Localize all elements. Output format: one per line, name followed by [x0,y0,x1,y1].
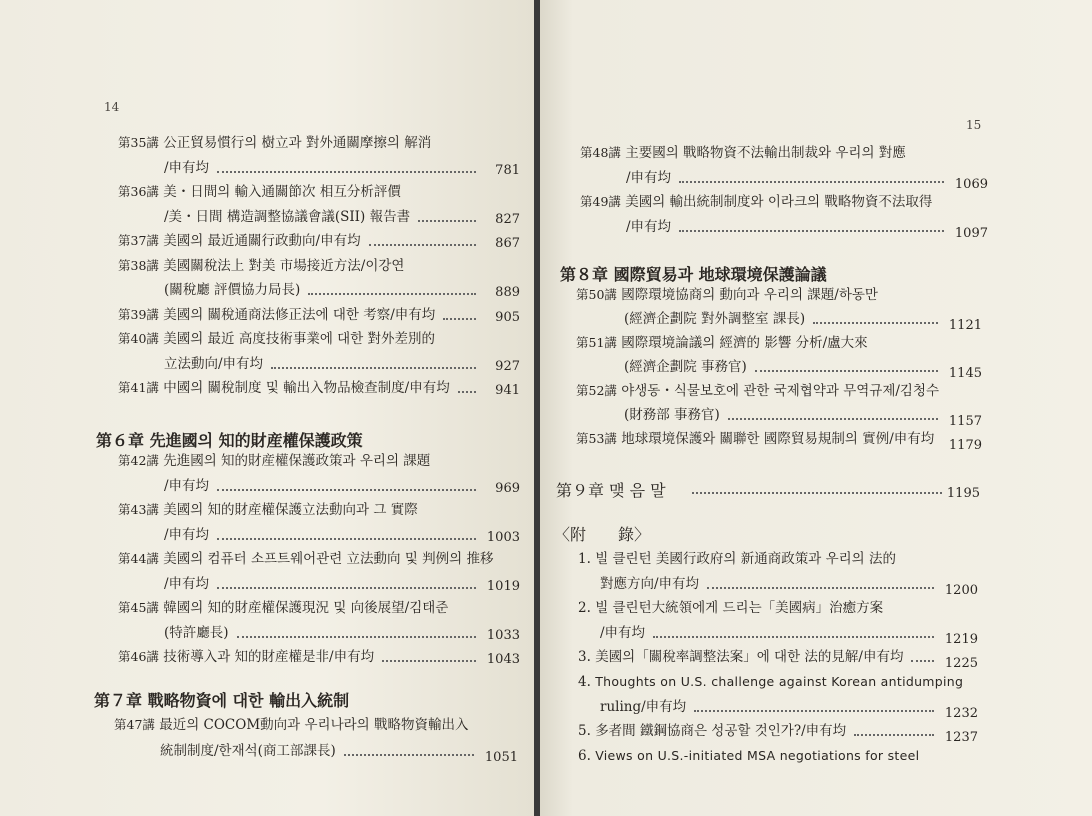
toc-entry [118,550,493,568]
toc-entry-continuation [626,218,671,236]
dot-leader [911,660,934,662]
toc-entry [118,452,430,470]
dot-leader [854,734,934,736]
entry-title: 先進國의 知的財産權保護政策과 우리의 課題 [163,453,431,469]
toc-entry-continuation [624,406,720,424]
entry-title: 主要國의 戰略物資不法輸出制裁와 우리의 對應 [625,145,906,161]
toc-entry-continuation [164,208,410,226]
entry-title: 美國의 關稅通商法修正法에 대한 考察/申有均 [163,306,436,323]
entry-title: 美國의「關稅率調整法案」에 대한 法的見解/申有均 [595,649,904,666]
entry-title: /申有均 [164,526,210,543]
entry-title: /申有均 [626,218,672,235]
dot-leader [692,492,942,494]
entry-title: 美・日間의 輸入通關節次 相互分析評價 [163,184,401,200]
toc-entry [118,183,401,201]
item-number: 6. [578,747,591,764]
entry-title: 技術導入과 知的財産權是非/申有均 [163,649,375,665]
dot-leader [418,220,476,222]
toc-entry-continuation [164,526,209,544]
toc-entry-continuation [624,358,747,376]
lecture-number: 第45講 [118,600,159,615]
page-ref: 1219 [944,631,978,647]
entry-title: 多者間 鐵鋼協商은 성공할 것인가?/申有均 [595,723,847,740]
toc-entry [576,382,939,400]
dot-leader [653,636,934,638]
lecture-number: 第50講 [576,287,617,302]
right-page [540,0,1092,816]
entry-title: 中國의 關稅制度 및 輸出入物品檢查制度/申有均 [163,380,450,396]
page-ref: 827 [495,211,520,227]
toc-entry-continuation [624,310,805,328]
toc-entry-continuation [164,575,209,593]
toc-entry [118,648,374,666]
dot-leader [679,181,944,183]
entry-title: 公正貿易慣行의 樹立과 對外通關摩擦의 解消 [163,135,432,151]
appendix-entry [578,599,883,617]
toc-entry-continuation [626,169,671,187]
entry-title: (經濟企劃院 事務官) [624,359,747,375]
entry-title: 美國의 컴퓨터 소프트웨어관련 立法動向 및 判例의 推移 [163,551,494,567]
toc-entry-continuation [600,575,699,593]
toc-entry [118,501,418,519]
entry-title: 美國의 最近通關行政動向/申有均 [163,233,361,249]
item-number: 1. [578,551,591,567]
entry-title: (特許廳長) [164,624,229,641]
dot-leader [679,230,944,232]
entry-title: 對應方向/申有均 [600,575,700,592]
toc-entry-continuation [164,477,209,495]
page-ref: 1195 [946,486,980,501]
entry-title: /申有均 [164,575,210,592]
page-ref: 1232 [944,705,978,721]
appendix-entry [578,673,963,691]
page-ref: 1225 [944,656,978,672]
page-ref: 1019 [486,578,520,594]
toc-entry [118,306,435,324]
lecture-number: 第40講 [118,331,159,346]
entry-title: /申有均 [164,159,210,176]
dot-leader [813,322,938,324]
lecture-number: 第48講 [580,145,621,160]
entry-title: (經濟企劃院 對外調整室 課長) [624,311,806,327]
entry-title: Thoughts on U.S. challenge against Korean antidumping [595,674,964,689]
page-ref: 1157 [948,414,982,429]
page-ref: 927 [495,358,520,374]
chapter-heading: 第６章 先進國의 知的財産權保護政策 [96,431,363,450]
lecture-number: 第43講 [118,502,159,517]
toc-entry [580,144,906,162]
lecture-number: 第37講 [118,233,159,248]
entry-title: 빌 클린턴大統領에게 드리는「美國病」治癒方案 [595,600,884,617]
lecture-number: 第39講 [118,306,159,322]
entry-title: /申有均 [626,169,672,186]
toc-entry-continuation [600,698,686,716]
dot-leader [728,418,938,420]
entry-title: 國際環境協商의 動向과 우리의 課題/하동만 [621,287,878,303]
item-number: 4. [578,674,591,690]
toc-entry-continuation [160,742,336,760]
toc-entry [118,257,404,275]
entry-title: 國際環境論議의 經濟的 影響 分析/盧大來 [621,335,868,351]
entry-title: 最近의 COCOM動向과 우리나라의 戰略物資輸出入 [159,717,469,733]
dot-leader [271,367,476,369]
lecture-number: 第49講 [580,194,621,209]
entry-title: 韓國의 知的財産權保護現況 및 向後展望/김태준 [163,600,449,616]
dot-leader [344,754,474,756]
entry-title: 統制制度/한재석(商工部課長) [160,743,336,759]
page-ref: 1237 [944,730,978,746]
dot-leader [237,636,476,638]
page-ref: 905 [495,309,520,325]
lecture-number: 第41講 [118,380,159,395]
page-ref: 1200 [944,582,978,598]
page-number: 14 [104,100,120,114]
entry-title: (關稅廳 評價協力局長) [164,282,301,298]
appendix-entry [578,648,903,666]
page-ref: 1003 [486,529,520,545]
toc-entry-continuation [600,624,645,642]
page-ref: 941 [495,383,520,398]
page-ref: 1097 [954,225,988,241]
toc-entry [118,134,431,152]
dot-leader [382,660,476,662]
lecture-number: 第36講 [118,184,159,199]
chapter-heading: 第９章 맺 음 말 [556,481,666,500]
entry-title: 地球環境保護와 關聯한 國際貿易規制의 實例/申有均 [621,431,935,447]
page-ref: 867 [495,236,520,251]
chapter-heading: 第８章 國際貿易과 地球環境保護論議 [560,265,827,284]
toc-entry [114,716,468,734]
toc-entry [580,193,932,211]
entry-title: Views on U.S.-initiated MSA negotiations for steel [595,747,920,763]
page-ref: 969 [495,480,520,496]
appendix-entry [578,722,846,740]
lecture-number: 第35講 [118,135,159,150]
entry-title: /申有均 [164,477,210,494]
toc-entry-continuation [164,159,209,177]
dot-leader [217,489,476,491]
page-ref: 1179 [948,438,982,453]
toc-entry [118,232,361,250]
page-ref: 1069 [954,176,988,192]
toc-entry-continuation [164,281,300,299]
entry-title: ruling/申有均 [600,698,687,715]
page-ref: 1033 [486,627,520,643]
entry-title: 빌 클린턴 美國行政府의 新通商政策과 우리의 法的 [595,551,897,567]
entry-title: 立法動向/申有均 [164,355,264,372]
dot-leader [755,370,938,372]
lecture-number: 第51講 [576,335,617,350]
appendix-heading: 〈附 錄〉 [554,525,651,544]
entry-title: 美國의 知的財産權保護立法動向과 그 實際 [163,502,418,518]
page-ref: 781 [495,162,520,178]
dot-leader [707,587,934,589]
entry-title: /美・日間 構造調整協議會議(SII) 報告書 [164,208,411,225]
toc-entry [576,286,878,304]
entry-title: (財務部 事務官) [624,407,720,423]
appendix-entry [578,747,919,765]
lecture-number: 第47講 [114,717,155,732]
page-number: 15 [966,118,982,132]
item-number: 2. [578,600,591,617]
lecture-number: 第46講 [118,649,159,664]
dot-leader [217,538,476,540]
left-page [0,0,536,816]
dot-leader [694,710,934,712]
item-number: 5. [578,723,591,740]
entry-title: 美國의 最近 高度技術事業에 대한 對外差別的 [163,331,436,347]
appendix-entry [578,550,896,568]
lecture-number: 第38講 [118,257,159,273]
toc-entry [118,330,435,348]
page-ref: 889 [495,285,520,300]
page-ref: 1043 [486,652,520,667]
toc-entry-continuation [164,355,263,373]
item-number: 3. [578,649,591,666]
page-ref: 1051 [484,750,518,765]
dot-leader [217,171,476,173]
entry-title: /申有均 [600,624,646,641]
toc-entry [576,430,934,448]
lecture-number: 第52講 [576,383,617,398]
toc-entry [118,599,448,617]
chapter-heading: 第７章 戰略物資에 대한 輸出入統制 [94,691,350,710]
entry-title: 야생동・식물보호에 관한 국제협약과 무역규제/김청수 [621,383,940,399]
dot-leader [443,318,476,320]
dot-leader [369,244,476,246]
toc-entry [576,334,868,352]
page-ref: 1145 [948,366,982,381]
toc-entry [118,379,450,397]
dot-leader [217,587,476,589]
lecture-number: 第42講 [118,453,159,468]
dot-leader [458,391,476,393]
dot-leader [308,293,476,295]
lecture-number: 第44講 [118,551,159,566]
entry-title: 美國關稅法上 對美 市場接近方法/이강연 [163,257,405,274]
lecture-number: 第53講 [576,431,617,446]
page-ref: 1121 [948,318,982,333]
toc-entry-continuation [164,624,229,642]
entry-title: 美國의 輸出統制制度와 이라크의 戰略物資不法取得 [625,194,933,210]
